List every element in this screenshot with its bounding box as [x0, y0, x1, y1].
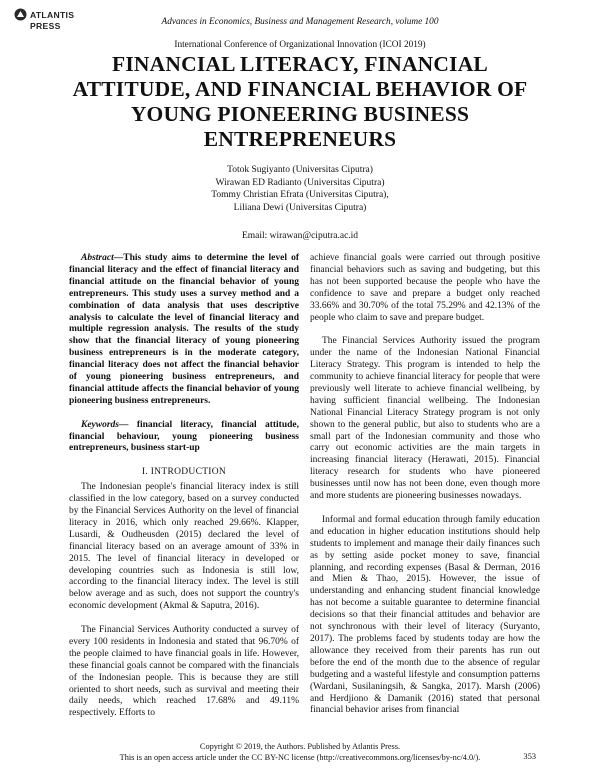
- author: Liliana Dewi (Universitas Ciputra): [233, 202, 367, 213]
- left-column: [69, 253, 299, 732]
- intro-paragraph: The Financial Services Authority conducted a survey of every 100 residents in Indonesia and stated that 96.70% of the people claimed to have financial goals in life. However, these financial goals cannot be compared with the financials of the Indonesian people. This is because they are still oriented to short needs, such as survival and meeting their daily needs, which reached 17.68% and 49.11% respectively. Efforts to: [69, 625, 299, 719]
- intro-paragraph: achieve financial goals were carried out through positive financial behaviors such as saving and budgeting, but this has not been supported because the people who have the confidence to save and prepare a budget only reached 33.66% and 30.70% of the total 75.29% and 42.13% of the people who claim to save and prepare budget.: [310, 253, 540, 323]
- intro-paragraph: Informal and formal education through family education and education in higher education institutions should help students to implement and manage their daily finances such as by setting aside pocket money to save, financial planning, and recording expenses (Basal & Derman, 2016 and Mien & Thao, 2015). However, the issue of understanding and enhancing student financial knowledge has not become a suitable guarantee to determine financial decisions so that their financial attitudes and behavior are not synchronous with their level of literacy (Suryanto, 2017). The problems faced by students today are how the allowance they received from their parents has run out before the end of the month due to the absence of regular budgeting and a wasteful lifestyle and consumption patterns (Wardani, Susilaningsih, & Sangka, 2017). Marsh (2006) and Herdjiono & Damanik (2016) stated that personal financial behavior arises from financial: [310, 514, 540, 716]
- author-list: [0, 164, 600, 214]
- publisher-name-line2: PRESS: [30, 21, 61, 31]
- section-heading-introduction: I. INTRODUCTION: [141, 467, 227, 478]
- journal-running-head: Advances in Economics, Business and Management Research, volume 100: [161, 17, 439, 27]
- conference-line: International Conference of Organizational Innovation (ICOI 2019): [174, 40, 426, 50]
- keywords: [69, 420, 299, 456]
- abstract: [69, 253, 299, 408]
- copyright-notice: Copyright © 2019, the Authors. Published by Atlantis Press.: [199, 742, 401, 751]
- intro-paragraph: The Indonesian people's financial literacy index is still classified in the low category, based on a survey conducted by the Financial Services Authority on the level of financial literacy in 2016, which only reached 29.66%. Klapper, Lusardi, & Oudheusden (2015) declared the level of financial literacy based on an average amount of 33% in 2015. The level of financial literacy in developed or developing countries such as Indonesia is still low, according to the financial literacy index. The level is still below average and as such, does not support the country's economic development (Akmal & Saputra, 2016).: [69, 482, 299, 612]
- keywords-text: financial literacy, financial attitude, financial behaviour, young pioneering business entrepreneurs, business start-up: [69, 419, 300, 454]
- author: Tommy Christian Efrata (Universitas Ciputra),: [211, 190, 389, 200]
- page-footer: [0, 742, 600, 763]
- publisher-name-line1: ATLANTIS: [30, 10, 75, 20]
- author: Wirawan ED Radianto (Universitas Ciputra): [215, 177, 385, 188]
- abstract-label: Abstract—: [81, 253, 124, 263]
- right-column: [310, 253, 540, 729]
- keywords-label: Keywords—: [81, 419, 129, 430]
- license-notice: This is an open access article under the CC BY-NC license (http://creativecommons.org/licenses/by-nc/4.0/).: [119, 752, 481, 762]
- paper-title: FINANCIAL LITERACY, FINANCIAL ATTITUDE, AND FINANCIAL BEHAVIOR OF YOUNG PIONEERING BUSINESS ENTREPRENEURS: [72, 52, 528, 151]
- page-number: 353: [523, 752, 536, 761]
- author: Totok Sugiyanto (Universitas Ciputra): [227, 165, 373, 175]
- abstract-text: This study aims to determine the level of financial literacy and the effect of financial literacy and financial attitude on the financial behavior of young entrepreneurs. This study uses a survey method and a combination of data analysis that uses descriptive analysis to calculate the level of financial literacy and multiple regression analysis. The results of the study show that the financial literacy of young pioneering business entrepreneurs is in the moderate category, financial literacy does not affect the financial behavior of young pioneering business entrepreneurs, and financial attitude affects the financial behavior of young pioneering business entrepreneurs.: [69, 253, 299, 406]
- author-email: Email: wirawan@ciputra.ac.id: [241, 231, 359, 241]
- intro-paragraph: The Financial Services Authority issued the program under the name of the Indonesian National Financial Literacy Strategy. This program is intended to help the community to achieve financial literacy for people that were previously well literate to achieve financial wellbeing, by having sufficient financial wellbeing. The Indonesian National Financial Literacy Strategy program is not only shown to the general public, but also to students who are a small part of the Indonesian community and those who carry out economic activities are the main targets in increasing financial literacy (Herawati, 2015). Financial literacy research for students who have pioneered businesses until now has not been done, even though more and more students are pioneering businesses nowadays.: [310, 336, 540, 502]
